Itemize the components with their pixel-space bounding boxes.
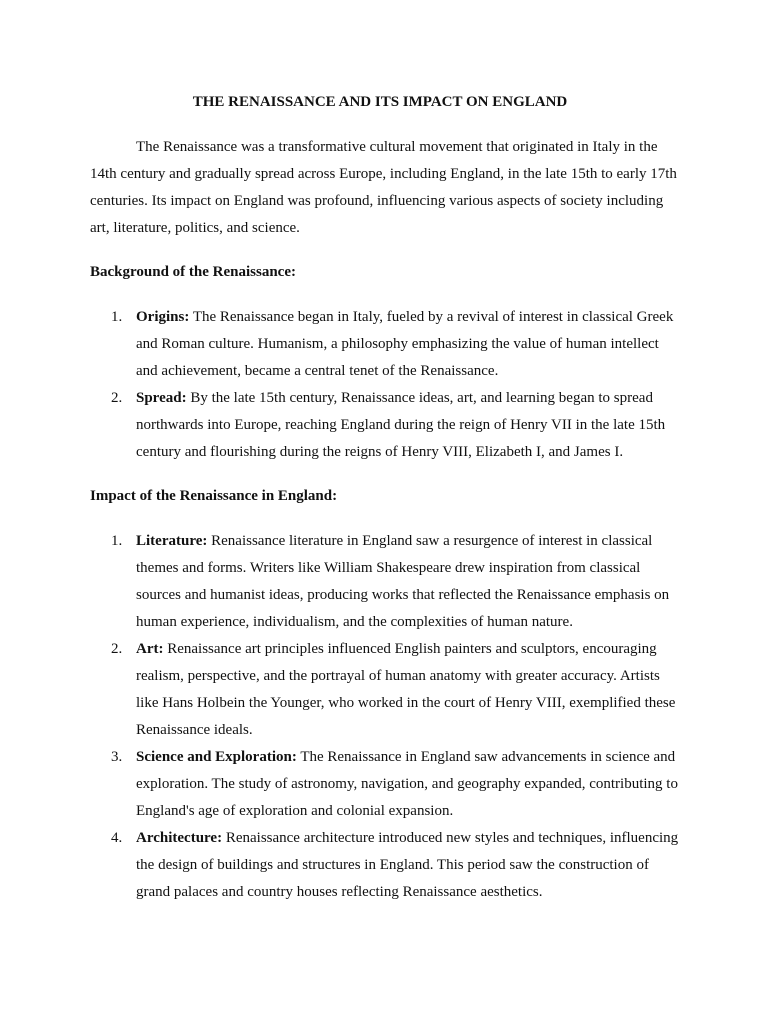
- list-item-number: 1.: [111, 309, 123, 325]
- list-item-term: Science and Exploration:: [136, 749, 297, 765]
- impact-list: [90, 528, 680, 906]
- document-body: [90, 89, 680, 923]
- list-item-text: The Renaissance began in Italy, fueled by a revival of interest in classical Greek and Roman culture. Humanism, a philosophy emphasizing the value of human intellect and achievement, became a central tenet of the Renaissance.: [136, 309, 674, 379]
- list-item-text: Renaissance art principles influenced English painters and sculptors, encouraging realism, perspective, and the portrayal of human anatomy with greater accuracy. Artists like Hans Holbein the Younger, who worked in the court of Henry VIII, exemplified these Renaissance ideals.: [136, 641, 676, 738]
- list-item-number: 3.: [111, 749, 123, 765]
- intro-paragraph: The Renaissance was a transformative cultural movement that originated in Italy in the 14th century and gradually spread across Europe, including England, in the late 15th to early 17th centuries. Its impact on England was profound, influencing various aspects of society including art, literature, politics, and science.: [90, 139, 677, 236]
- list-item: [90, 528, 680, 636]
- list-item-number: 1.: [111, 533, 123, 549]
- list-item-term: Origins:: [136, 309, 190, 325]
- list-item-text: Renaissance architecture introduced new styles and techniques, influencing the design of buildings and structures in England. This period saw the construction of grand palaces and country houses reflecting Renaissance aesthetics.: [136, 830, 679, 900]
- list-item: [90, 825, 680, 906]
- page-title: THE RENAISSANCE AND ITS IMPACT ON ENGLAND: [192, 94, 568, 110]
- list-item-term: Literature:: [136, 533, 208, 549]
- background-list: [90, 304, 680, 466]
- list-item-text: The Renaissance in England saw advancements in science and exploration. The study of astronomy, navigation, and geography expanded, contributing to England's age of exploration and colonial expansion.: [136, 749, 678, 819]
- list-item: [90, 636, 680, 744]
- list-item-term: Art:: [136, 641, 164, 657]
- list-item-text: Renaissance literature in England saw a resurgence of interest in classical themes and forms. Writers like William Shakespeare drew inspiration from classical sources and humanist ideas, producing works that reflected the Renaissance emphasis on human experience, individualism, and the complexities of human nature.: [136, 533, 670, 630]
- list-item: [90, 304, 680, 385]
- list-item-number: 2.: [111, 641, 123, 657]
- section-heading-impact: Impact of the Renaissance in England:: [90, 488, 338, 504]
- list-item: [90, 385, 680, 466]
- list-item-text: By the late 15th century, Renaissance ideas, art, and learning began to spread northwards into Europe, reaching England during the reign of Henry VII in the late 15th century and flourishing during the reigns of Henry VIII, Elizabeth I, and James I.: [136, 390, 666, 460]
- list-item-term: Architecture:: [136, 830, 223, 846]
- list-item-number: 2.: [111, 390, 123, 406]
- list-item-number: 4.: [111, 830, 123, 846]
- list-item: [90, 744, 680, 825]
- list-item-term: Spread:: [136, 390, 187, 406]
- section-heading-background: Background of the Renaissance:: [90, 264, 296, 280]
